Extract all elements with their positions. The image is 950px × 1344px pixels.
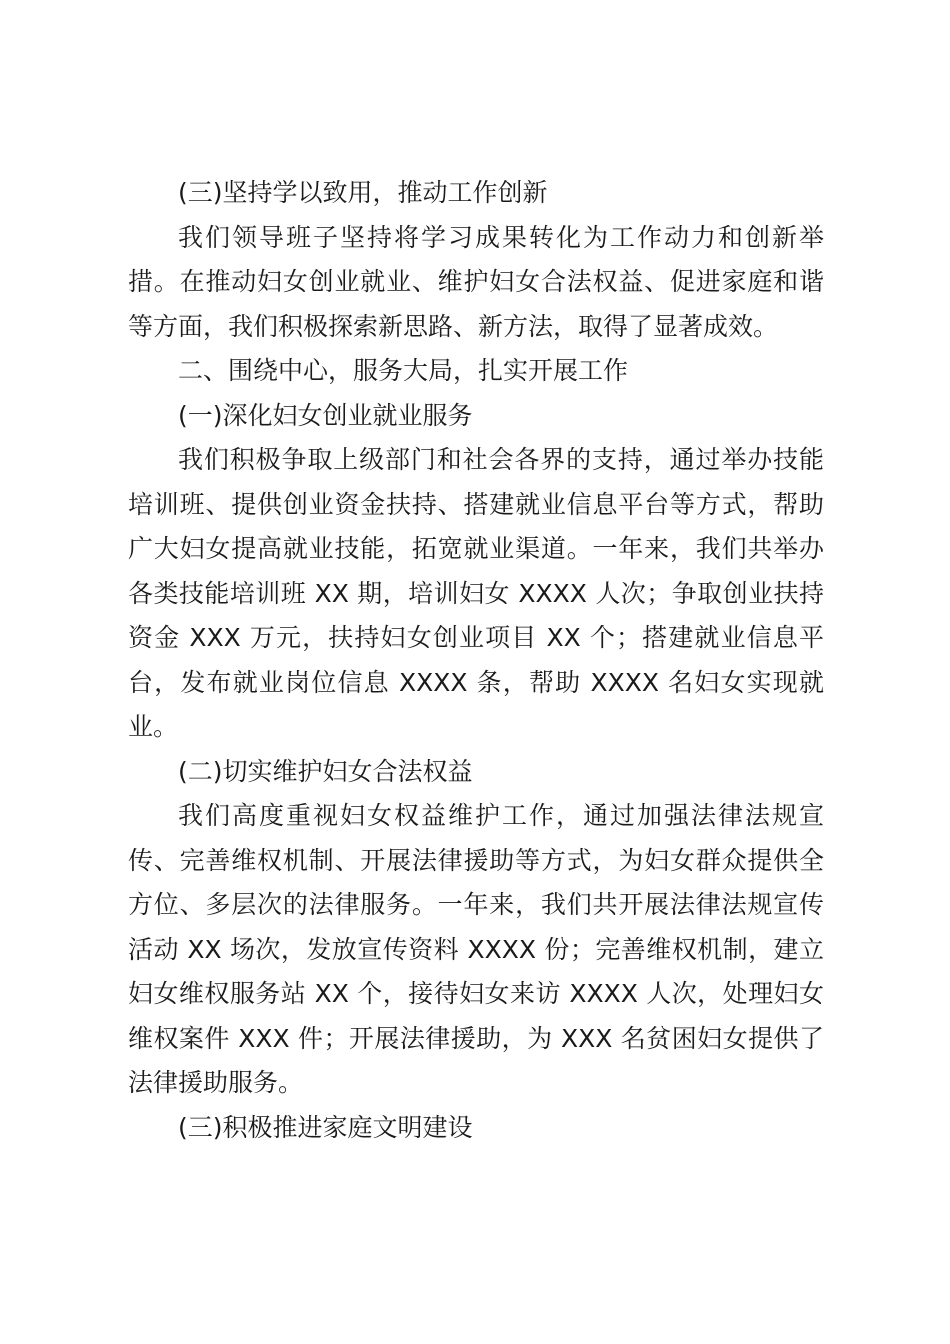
chapter-heading-center: 二、围绕中心，服务大局，扎实开展工作 — [178, 356, 629, 385]
section-heading-employment: (一)深化妇女创业就业服务 — [178, 400, 473, 430]
section-heading-rights: (二)切实维护妇女合法权益 — [178, 756, 473, 786]
section-heading-family: (三)积极推进家庭文明建设 — [178, 1112, 473, 1142]
paragraph-employment: 我们积极争取上级部门和社会各界的支持，通过举办技能培训班、提供创业资金扶持、搭建就业信息平台等方式，帮助广大妇女提高就业技能，拓宽就业渠道。一年来，我们共举办各类技能培训班 XX 期，培训妇女 XXXX 人次；争取创业扶持资金 XXX 万元，扶持妇女创业项目 XX 个；搭建就业信息平台，发布就业岗位信息 XXXX 条，帮助 XXXX 名妇女实现就业。 — [128, 445, 824, 741]
document-body — [128, 171, 824, 1150]
paragraph-learning: 我们领导班子坚持将学习成果转化为工作动力和创新举措。在推动妇女创业就业、维护妇女合法权益、促进家庭和谐等方面，我们积极探索新思路、新方法，取得了显著成效。 — [128, 222, 824, 341]
section-heading-learning: (三)坚持学以致用，推动工作创新 — [178, 178, 548, 207]
paragraph-rights: 我们高度重视妇女权益维护工作，通过加强法律法规宣传、完善维权机制、开展法律援助等方式，为妇女群众提供全方位、多层次的法律服务。一年来，我们共开展法律法规宣传活动 XX 场次，发放宣传资料 XXXX 份；完善维权机制，建立妇女维权服务站 XX 个，接待妇女来访 XXXX 人次，处理妇女维权案件 XXX 件；开展法律援助，为 XXX 名贫困妇女提供了法律援助服务。 — [128, 801, 824, 1097]
